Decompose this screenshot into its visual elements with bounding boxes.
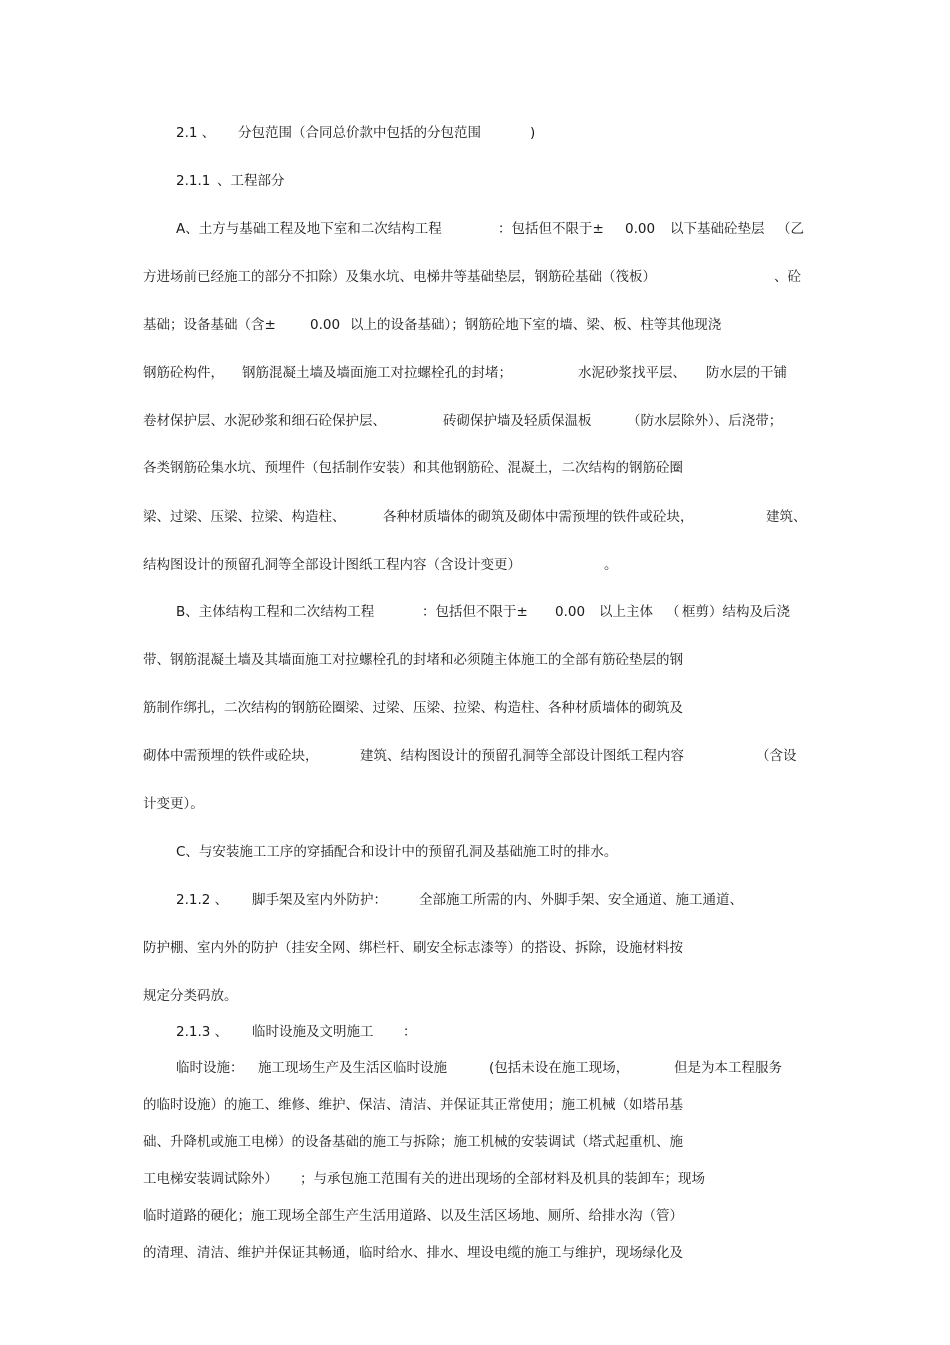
text-line (0, 1093, 950, 1117)
text-line (0, 217, 950, 241)
text-run: 钢筋砼构件， (143, 365, 224, 381)
text-run: 的临时设施）的施工、维修、维护、保洁、清洁、并保证其正常使用；施工机械（如塔吊基 (143, 1097, 683, 1113)
item-c-text: C、与安装施工工序的穿插配合和设计中的预留孔洞及基础施工时的排水。 (176, 844, 618, 860)
section-heading-2-1-2 (0, 888, 950, 912)
section-number: 2.1 、 (176, 125, 216, 141)
text-run: 建筑、结构图设计的预留孔洞等全部设计图纸工程内容 (360, 748, 684, 764)
section-heading-2-1 (0, 121, 950, 145)
text-run: 框剪）结构及后浇 (682, 604, 790, 620)
text-run: 砌体中需预埋的铁件或砼块， (143, 748, 319, 764)
text-run: （防水层除外）、后浇带； (627, 413, 783, 429)
text-line (0, 505, 950, 529)
text-line (0, 648, 950, 672)
text-line (0, 409, 950, 433)
text-line (0, 1204, 950, 1228)
text-run: 础、升降机或施工电梯）的设备基础的施工与拆除；施工机械的安装调试（塔式起重机、施 (143, 1134, 683, 1150)
section-heading-2-1-3 (0, 1020, 950, 1044)
text-line (0, 1056, 950, 1080)
text-run: ) (530, 125, 536, 141)
section-number: 2.1.2 、 (176, 892, 229, 908)
text-run: （含设 (756, 748, 797, 764)
text-run: （ (666, 604, 680, 620)
section-title: 脚手架及室内外防护： (252, 892, 387, 908)
text-run: 梁、过梁、压梁、拉梁、构造柱、 (143, 509, 346, 525)
text-line (0, 553, 950, 577)
text-line (0, 696, 950, 720)
text-run: 。 (604, 557, 618, 573)
text-run: 防水层的干铺 (706, 365, 787, 381)
item-b-title: B、主体结构工程和二次结构工程 (176, 604, 375, 620)
text-line (0, 984, 950, 1008)
text-run: ：包括但不限于± (498, 221, 604, 237)
text-line (0, 313, 950, 337)
text-run: ：包括但不限于± (422, 604, 528, 620)
text-line (0, 792, 950, 816)
text-run: 但是为本工程服务 (674, 1060, 782, 1076)
text-run: 0.00 (555, 604, 586, 620)
section-heading-2-1-1 (0, 169, 950, 193)
item-a-title: A、土方与基础工程及地下室和二次结构工程 (176, 221, 442, 237)
text-run: （乙 (777, 221, 804, 237)
text-run: 结构图设计的预留孔洞等全部设计图纸工程内容（含设计变更） (143, 557, 521, 573)
text-run: 卷材保护层、水泥砂浆和细石砼保护层、 (143, 413, 386, 429)
text-run: 带、钢筋混凝土墙及其墙面施工对拉螺栓孔的封堵和必须随主体施工的全部有筋砼垫层的钢 (143, 652, 683, 668)
text-line (0, 840, 950, 864)
text-run: 方进场前已经施工的部分不扣除）及集水坑、电梯井等基础垫层，钢筋砼基础（筏板） (143, 269, 656, 285)
text-run: 防护棚、室内外的防护（挂安全网、绑栏杆、刷安全标志漆等）的搭设、拆除，设施材料按 (143, 940, 683, 956)
text-line (0, 361, 950, 385)
text-run: 基础；设备基础（含± (143, 317, 276, 333)
text-run: 全部施工所需的内、外脚手架、安全通道、施工通道、 (419, 892, 743, 908)
text-run: (包括未设在施工现场， (489, 1060, 630, 1076)
text-run: 以上主体 (599, 604, 653, 620)
section-title: 分包范围（合同总价款中包括的分包范围 (238, 125, 481, 141)
section-title: 临时设施及文明施工 (252, 1024, 374, 1040)
text-line (0, 1130, 950, 1154)
text-run: 0.00 (625, 221, 656, 237)
text-run: ；与承包施工范围有关的进出现场的全部材料及机具的装卸车；现场 (300, 1171, 705, 1187)
section-title: 、工程部分 (217, 173, 285, 189)
text-run: 各种材质墙体的砌筑及砌体中需预埋的铁件或砼块， (383, 509, 694, 525)
section-number: 2.1.1 (176, 173, 211, 189)
text-run: 计变更）。 (143, 796, 204, 812)
text-run: 以下基础砼垫层 (670, 221, 765, 237)
text-line (0, 456, 950, 480)
text-line (0, 936, 950, 960)
text-run: 、砼 (774, 269, 801, 285)
text-line (0, 1241, 950, 1265)
text-run: 以上的设备基础）；钢筋砼地下室的墙、梁、板、柱等其他现浇 (350, 317, 722, 333)
text-line (0, 744, 950, 768)
text-line (0, 1167, 950, 1191)
text-run: 临时道路的硬化；施工现场全部生产生活用道路、以及生活区场地、厕所、给排水沟（管） (143, 1208, 683, 1224)
text-run: 临时设施： (176, 1060, 244, 1076)
text-run: 规定分类码放。 (143, 988, 238, 1004)
text-line (0, 600, 950, 624)
text-run: 0.00 (310, 317, 341, 333)
text-run: 工电梯安装调试除外） (143, 1171, 278, 1187)
text-line (0, 265, 950, 289)
text-run: 各类钢筋砼集水坑、预埋件（包括制作安装）和其他钢筋砼、混凝土，二次结构的钢筋砼圈 (143, 460, 683, 476)
text-run: 水泥砂浆找平层、 (578, 365, 686, 381)
text-run: ： (403, 1024, 417, 1040)
text-run: 施工现场生产及生活区临时设施 (258, 1060, 447, 1076)
text-run: 建筑、 (766, 509, 807, 525)
section-number: 2.1.3 、 (176, 1024, 229, 1040)
text-run: 砖砌保护墙及轻质保温板 (443, 413, 592, 429)
text-run: 的清理、清洁、维护并保证其畅通，临时给水、排水、埋设电缆的施工与维护，现场绿化及 (143, 1245, 683, 1261)
text-run: 钢筋混凝土墙及墙面施工对拉螺栓孔的封堵； (242, 365, 512, 381)
text-run: 筋制作绑扎，二次结构的钢筋砼圈梁、过梁、压梁、拉梁、构造柱、各种材质墙体的砌筑及 (143, 700, 683, 716)
